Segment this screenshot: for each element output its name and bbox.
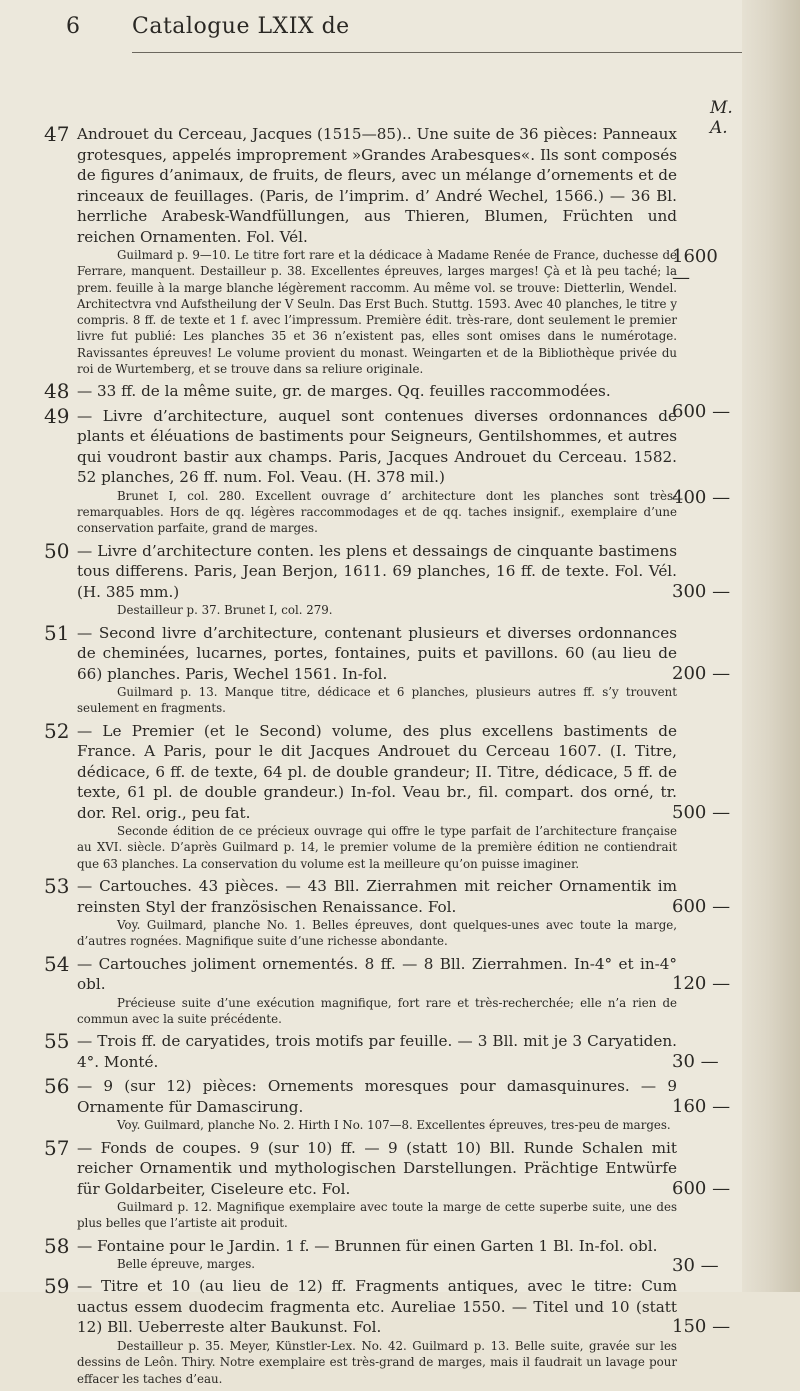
entry-description: — Cartouches joliment ornementés. 8 ff. — 8 Bll. Zierrahmen. In-4° et in-4° obl. xyxy=(77,954,677,994)
entry-description: — Titre et 10 (au lieu de 12) ff. Fragments antiques, avec le titre: Cum uactus essem duodecim fragmenta etc. Aureliae 1550. — Titel und 10 (statt 12) Bll. Ueberreste alter Baukunst. Fol. xyxy=(77,1277,677,1337)
entry-number: 51 xyxy=(44,620,70,645)
entry-description: — 33 ff. de la même suite, gr. de marges. Qq. feuilles raccommodées. xyxy=(77,382,611,401)
running-title: Catalogue LXIX de xyxy=(132,14,350,39)
entry-description: — Le Premier (et le Second) volume, des plus excellens bastiments de France. A Paris, pour le dit Jacques Androuet du Cerceau 1607. (I. Titre, dédicace, 6 ff. de texte, 64 pl. de double grandeur; II. Titre, dédicace, 5 ff. de texte, 61 pl. de double grandeur.) In-fol. Veau br., fil. compart. dos orné, tr. dor. Rel. orig., peu fat. xyxy=(77,721,677,822)
entry-note: Brunet I, col. 280. Excellent ouvrage d’ architecture dont les planches sont très-remarquables. Hors de qq. légères raccommodages et de qq. taches insignif., exemplaire d’une conservation parfaite, grand de marges. xyxy=(77,488,677,536)
entry-number: 47 xyxy=(44,122,70,146)
catalogue-entry xyxy=(44,718,734,872)
catalogue-entry xyxy=(44,620,734,717)
catalogue-entry xyxy=(44,538,734,619)
catalogue-entry xyxy=(44,876,734,950)
catalogue-entry xyxy=(44,1276,734,1386)
entry-note: Destailleur p. 35. Meyer, Künstler-Lex. No. 42. Guilmard p. 13. Belle suite, gravée sur les dessins de Leôn. Thiry. Notre exemplaire est très-grand de marges, mais il faudrait un lavage pour effacer les taches d’eau. xyxy=(77,1338,677,1386)
entry-number: 55 xyxy=(44,1029,70,1054)
entry-description: — Cartouches. 43 pièces. — 43 Bll. Zierrahmen mit reicher Ornamentik im reinsten Styl der französischen Renaissance. Fol. xyxy=(77,877,677,916)
page-header xyxy=(66,14,736,44)
entry-number: 50 xyxy=(44,538,70,563)
catalogue-entry xyxy=(44,1233,734,1277)
entry-price: 500 — xyxy=(672,801,731,823)
entry-body xyxy=(77,954,677,1028)
entry-price: 400 — xyxy=(672,486,731,508)
entry-body xyxy=(77,1276,677,1386)
entry-description: — Second livre d’architecture, contenant plusieurs et diverses ordonnances de cheminées, lucarnes, portes, fontaines, puits et pavillons. 60 (au lieu de 66) planches. Paris, Wechel 1561. In-fol. xyxy=(77,623,677,683)
entry-number: 54 xyxy=(44,951,70,976)
entry-description: — Livre d’architecture, auquel sont contenues diverses ordonnances de plants et éléuations de bastiments pour Seigneurs, Gentilshommes, et autres qui voudront bastir aux champs. Paris, Jacques Androuet du Cerceau. 1582. 52 planches, 26 ff. num. Fol. Veau. (H. 378 mil.) xyxy=(77,406,677,487)
entry-description: — 9 (sur 12) pièces: Ornements moresques pour damasquinures. — 9 Ornamente für Damascirung. xyxy=(77,1077,677,1116)
entry-body xyxy=(77,1031,677,1072)
entry-number: 58 xyxy=(44,1233,70,1258)
entry-description: — Trois ff. de caryatides, trois motifs par feuille. — 3 Bll. mit je 3 Caryatiden. 4°. Monté. xyxy=(77,1032,677,1071)
entry-price: 1600 — xyxy=(672,246,718,288)
entry-note: Précieuse suite d’une exécution magnifique, fort rare et très-recherchée; elle n’a rien de commun avec la suite précédente. xyxy=(77,995,677,1026)
entry-number: 57 xyxy=(44,1135,70,1160)
catalogue-entry xyxy=(44,124,734,377)
catalogue-entry xyxy=(44,1076,734,1133)
entry-price: 300 — xyxy=(672,580,731,602)
entry-number: 49 xyxy=(44,403,70,428)
entry-note: Guilmard p. 12. Magnifique exemplaire avec toute la marge de cette superbe suite, une des plus belles que l’artiste ait produit. xyxy=(77,1200,677,1231)
entry-price: 600 — xyxy=(672,895,731,917)
entry-price: 600 — xyxy=(672,1177,731,1199)
entry-price: 150 — xyxy=(672,1316,731,1338)
page-number: 6 xyxy=(66,14,80,39)
entry-price: 120 — xyxy=(672,973,731,995)
entry-number: 48 xyxy=(44,379,70,404)
entry-list xyxy=(44,124,734,1391)
entry-note: Guilmard p. 13. Manque titre, dédicace et 6 planches, plusieurs autres ff. s’y trouvent seulement en fragments. xyxy=(77,685,677,716)
entry-description: — Livre d’architecture conten. les plens et dessaings de cinquante bastimens tous differens. Paris, Jean Berjon, 1611. 69 planches, 16 ff. de texte. Fol. Vél. (H. 385 mm.) xyxy=(77,541,677,601)
catalogue-entry xyxy=(44,403,734,537)
entry-description: — Fonds de coupes. 9 (sur 10) ff. — 9 (statt 10) Bll. Runde Schalen mit reicher Ornamentik und mythologischen Darstellungen. Prächtige Entwürfe für Goldarbeiter, Ciseleure etc. Fol. xyxy=(77,1138,677,1198)
entry-note: Voy. Guilmard, planche No. 2. Hirth I No. 107—8. Excellentes épreuves, tres-peu de marges. xyxy=(117,1118,671,1133)
entry-note: Seconde édition de ce précieux ouvrage qui offre le type parfait de l’architecture française au XVI. siècle. D’après Guilmard p. 14, le premier volume de la première édition ne contiendrait que 63 planches. La conservation du volume est la meilleure qu’on puisse imaginer. xyxy=(77,824,677,871)
entry-description: — Fontaine pour le Jardin. 1 f. — Brunnen für einen Garten 1 Bl. In-fol. obl. xyxy=(77,1236,658,1255)
entry-price: 600 — xyxy=(672,400,731,422)
catalogue-entry xyxy=(44,1031,734,1072)
entry-body xyxy=(77,1076,677,1133)
handwritten-note: M. A. xyxy=(710,98,733,138)
page-edge xyxy=(742,0,800,1292)
entry-price: 30 — xyxy=(672,1050,719,1072)
entry-body xyxy=(77,381,677,402)
entry-note: Destailleur p. 37. Brunet I, col. 279. xyxy=(117,603,333,618)
entry-body xyxy=(77,1138,677,1232)
entry-note: Voy. Guilmard, planche No. 1. Belles épreuves, dont quelques-unes avec toute la marge, d’autres rognées. Magnifique suite d’une richesse abondante. xyxy=(77,918,677,949)
entry-body xyxy=(77,623,677,717)
entry-number: 56 xyxy=(44,1074,70,1099)
entry-number: 53 xyxy=(44,874,70,899)
catalogue-entry xyxy=(44,1135,734,1232)
header-rule xyxy=(132,52,800,53)
entry-price: 200 — xyxy=(672,662,731,684)
entry-description: Androuet du Cerceau, Jacques (1515—85).. Une suite de 36 pièces: Panneaux grotesques, appelés improprement »Grandes Arabesques«. Ils sont composés de figures d’animaux, de fruits, de fleurs, avec un mélange d’ornements et de rinceaux de feuillages. (Paris, de l’imprim. d’ André Wechel, 1566.) — 36 Bl. herrliche Arabesk-Wandfüllungen, aus Thieren, Blumen, Früchten und reichen Ornamenten. Fol. Vél. xyxy=(77,125,677,246)
entry-body xyxy=(77,876,677,950)
entry-note: Guilmard p. 9—10. Le titre fort rare et la dédicace à Madame Renée de France, duchesse de Ferrare, manquent. Destailleur p. 38. Excellentes épreuves, larges marges! Çà et là peu taché; la prem. feuille à la marge blanche légèrement raccomm. Au même vol. se trouve: Dietterlin, Wendel. Architectvra vnd Aufstheilung der V Seuln. Das Erst Buch. Stuttg. 1593. Avec 40 planches, le titre y compris. 8 ff. de texte et 1 f. avec l’impressum. Première édit. très-rare, dont seulement le premier livre fut publié: Les planches 35 et 36 n’existent pas, elles sont omises dans le numérotage. Ravissantes épreuves! Le volume provient du monast. Weingarten et de la Bibliothèque privée du roi de Wurtemberg, et se trouve dans sa reliure originale. xyxy=(77,248,677,377)
entry-price: 160 — xyxy=(672,1095,731,1117)
entry-body xyxy=(77,1236,677,1273)
entry-number: 52 xyxy=(44,718,70,743)
entry-body xyxy=(77,124,677,377)
entry-note: Belle épreuve, marges. xyxy=(117,1257,256,1272)
entry-body xyxy=(77,406,677,537)
catalogue-entry xyxy=(44,951,734,1028)
entry-body xyxy=(77,721,677,872)
entry-body xyxy=(77,541,677,619)
entry-number: 59 xyxy=(44,1274,70,1299)
entry-price: 30 — xyxy=(672,1255,719,1277)
